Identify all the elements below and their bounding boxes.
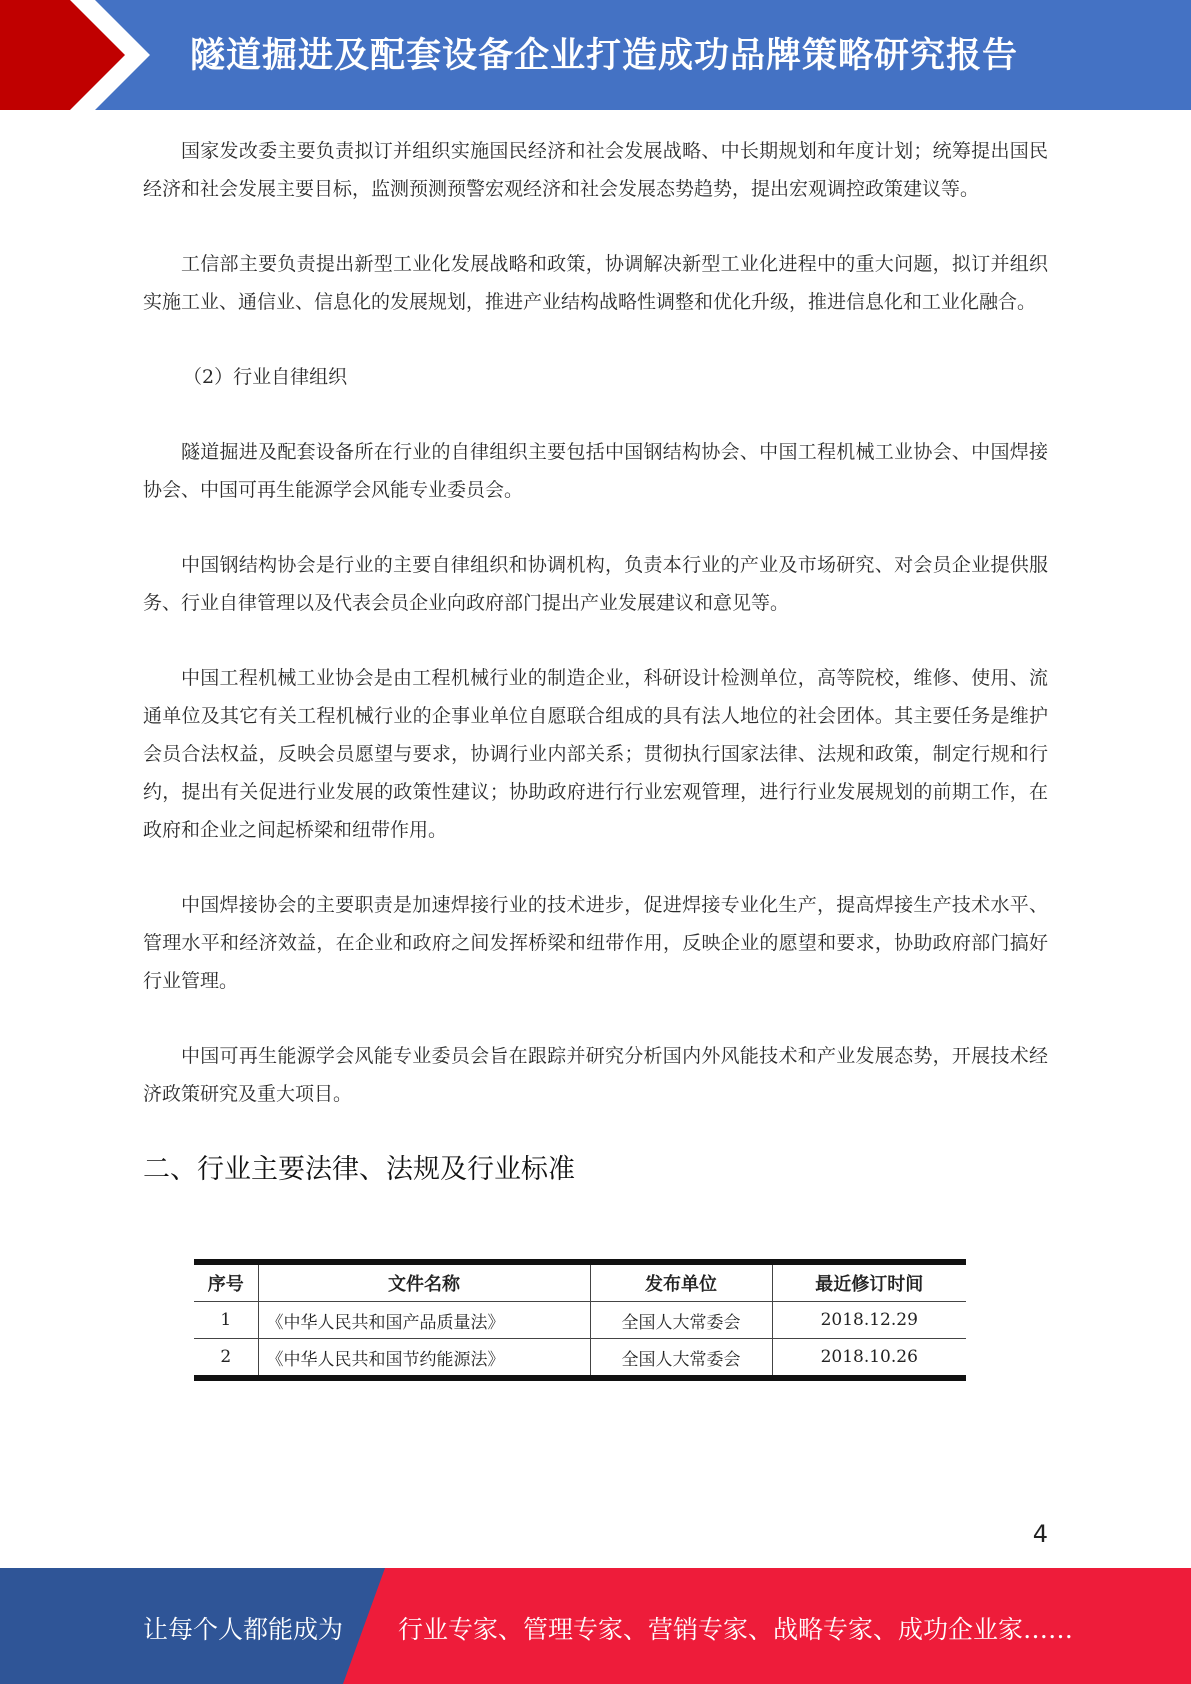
sub-heading-self-regulatory: （2）行业自律组织	[183, 366, 348, 388]
paragraph-machinery-association: 中国工程机械工业协会是由工程机械行业的制造企业，科研设计检测单位，高等院校，维修、使用、流通单位及其它有关工程机械行业的企事业单位自愿联合组成的具有法人地位的社会团体。其主要任务是维护会员合法权益，反映会员愿望与要求，协调行业内部关系；贯彻执行国家法律、法规和政策，制定行规和行约，提出有关促进行业发展的政策性建议；协助政府进行行业宏观管理，进行行业发展规划的前期工作，在政府和企业之间起桥梁和纽带作用。	[143, 667, 1048, 841]
cell-issuer: 全国人大常委会	[590, 1339, 772, 1379]
column-header-revision-date: 最近修订时间	[772, 1262, 966, 1302]
cell-document: 《中华人民共和国节约能源法》	[258, 1339, 590, 1379]
column-header-issuer: 发布单位	[590, 1262, 772, 1302]
cell-document: 《中华人民共和国产品质量法》	[258, 1302, 590, 1339]
footer-slogan-right: 行业专家、管理专家、营销专家、战略专家、成功企业家……	[398, 1615, 1074, 1644]
cell-index: 1	[194, 1302, 258, 1339]
table-header-row	[194, 1262, 966, 1302]
paragraph-miit: 工信部主要负责提出新型工业化发展战略和政策，协调解决新型工业化进程中的重大问题，拟订并组织实施工业、通信业、信息化的发展规划，推进产业结构战略性调整和优化升级，推进信息化和工业化融合。	[143, 253, 1048, 313]
table-row	[194, 1339, 966, 1379]
page-number: 4	[1032, 1520, 1048, 1548]
report-title: 隧道掘进及配套设备企业打造成功品牌策略研究报告	[190, 36, 1019, 76]
column-header-index: 序号	[194, 1262, 258, 1302]
cell-revision-date: 2018.12.29	[772, 1302, 966, 1339]
paragraph-steel-association: 中国钢结构协会是行业的主要自律组织和协调机构，负责本行业的产业及市场研究、对会员企业提供服务、行业自律管理以及代表会员企业向政府部门提出产业发展建议和意见等。	[143, 554, 1048, 614]
laws-table	[194, 1259, 966, 1381]
cell-issuer: 全国人大常委会	[590, 1302, 772, 1339]
main-content	[143, 132, 1048, 1190]
paragraph-welding-association: 中国焊接协会的主要职责是加速焊接行业的技术进步，促进焊接专业化生产，提高焊接生产技术水平、管理水平和经济效益，在企业和政府之间发挥桥梁和纽带作用，反映企业的愿望和要求，协助政府部门搞好行业管理。	[143, 894, 1048, 992]
paragraph-wind-energy-committee: 中国可再生能源学会风能专业委员会旨在跟踪并研究分析国内外风能技术和产业发展态势，开展技术经济政策研究及重大项目。	[143, 1045, 1048, 1105]
table-row	[194, 1302, 966, 1339]
footer-banner	[0, 1568, 1191, 1684]
section-title-laws: 二、行业主要法律、法规及行业标准	[143, 1154, 575, 1185]
cell-index: 2	[194, 1339, 258, 1379]
header-banner	[0, 0, 1191, 110]
footer-slogan-left: 让每个人都能成为	[143, 1615, 344, 1644]
cell-revision-date: 2018.10.26	[772, 1339, 966, 1379]
paragraph-ndrc: 国家发改委主要负责拟订并组织实施国民经济和社会发展战略、中长期规划和年度计划；统筹提出国民经济和社会发展主要目标，监测预测预警宏观经济和社会发展态势趋势，提出宏观调控政策建议等。	[143, 140, 1048, 200]
column-header-document: 文件名称	[258, 1262, 590, 1302]
paragraph-self-regulatory-overview: 隧道掘进及配套设备所在行业的自律组织主要包括中国钢结构协会、中国工程机械工业协会、中国焊接协会、中国可再生能源学会风能专业委员会。	[143, 441, 1048, 501]
